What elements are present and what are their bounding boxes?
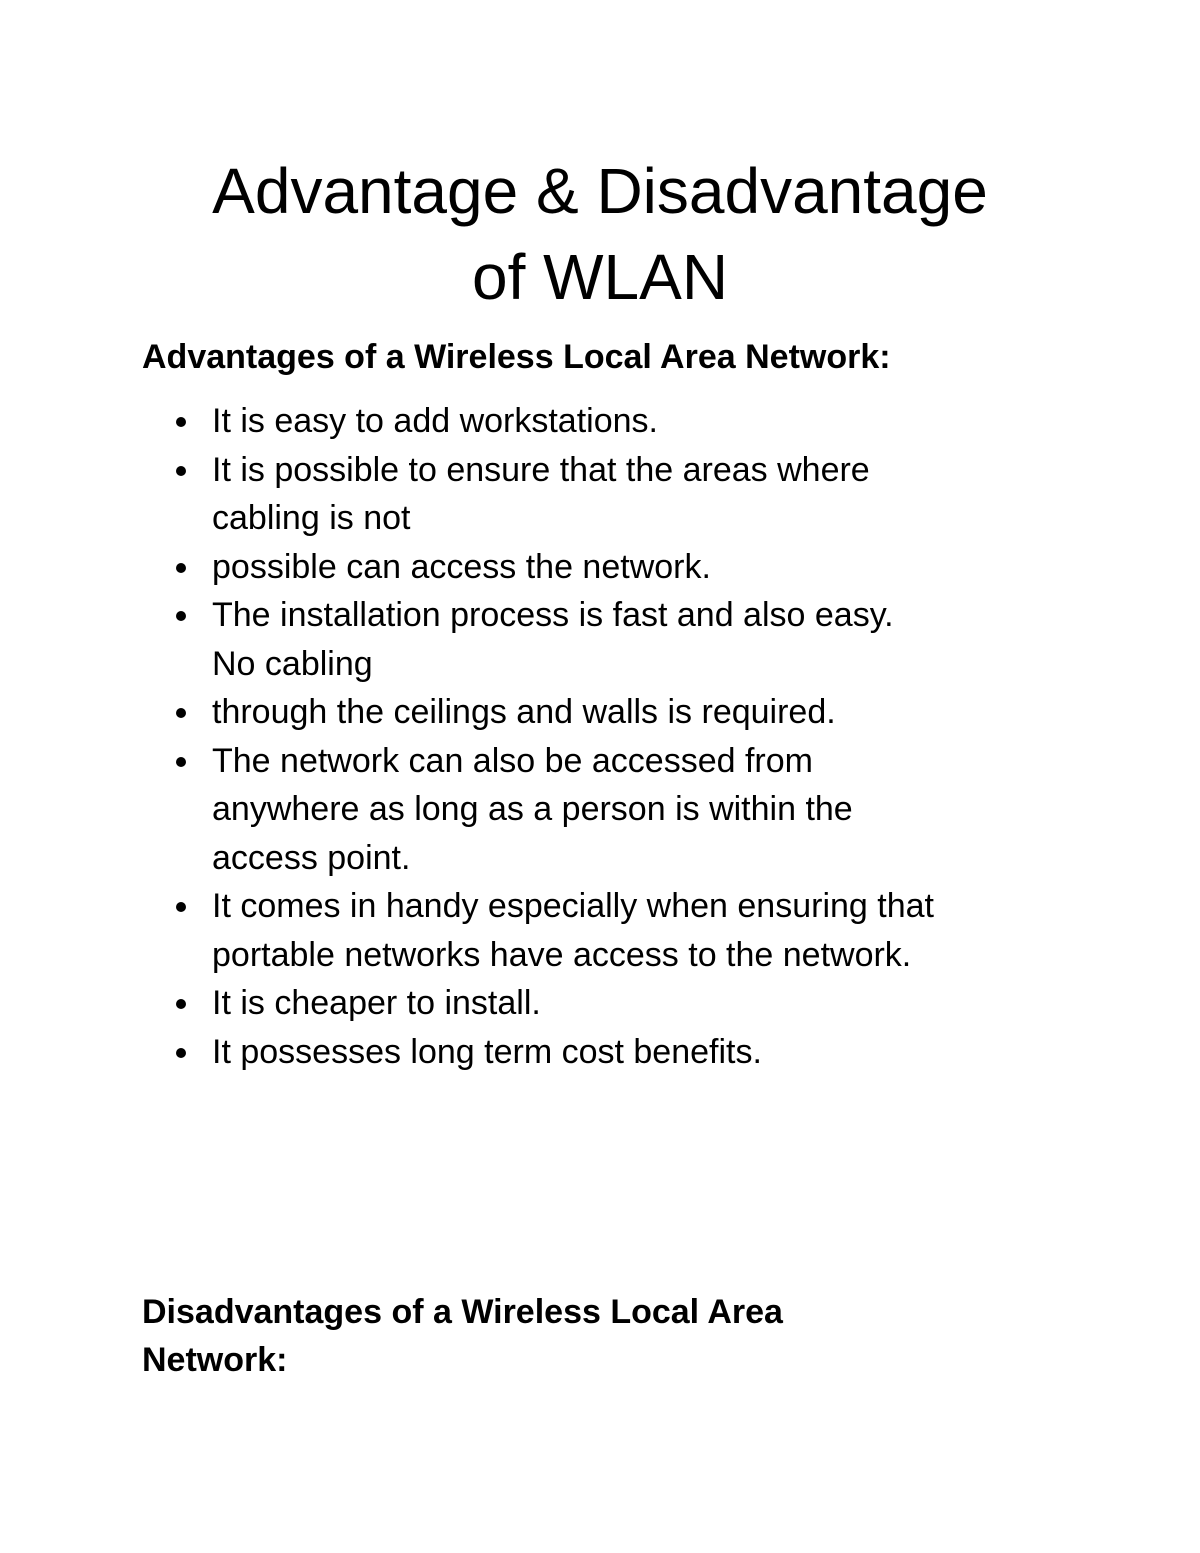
- bullet-icon: [176, 999, 186, 1009]
- page-title-line-2: of WLAN: [471, 241, 729, 313]
- list-item-text: cabling is not: [212, 499, 411, 537]
- advantages-heading: Advantages of a Wireless Local Area Network:: [142, 338, 891, 376]
- disadvantages-heading-line-1: Disadvantages of a Wireless Local Area: [142, 1293, 783, 1331]
- list-item-text: anywhere as long as a person is within the: [212, 790, 853, 828]
- page-title: [0, 148, 1200, 320]
- list-item-text: It is cheaper to install.: [212, 984, 541, 1022]
- list-item-text: The installation process is fast and also easy.: [212, 596, 894, 634]
- bullet-icon: [176, 563, 186, 573]
- bullet-icon: [176, 417, 186, 427]
- list-item-text: It is easy to add workstations.: [212, 402, 658, 440]
- list-item: [0, 591, 1062, 688]
- disadvantages-heading-line-2: Network:: [142, 1341, 288, 1379]
- page-title-line-1: Advantage & Disadvantage: [212, 155, 988, 227]
- list-item-text: It comes in handy especially when ensuring that: [212, 887, 934, 925]
- list-item: [0, 397, 1062, 446]
- disadvantages-heading: [142, 1288, 962, 1384]
- list-item: [0, 446, 1062, 543]
- list-item-text: possible can access the network.: [212, 547, 711, 586]
- list-item: [0, 1028, 1062, 1077]
- bullet-icon: [176, 757, 186, 767]
- bullet-icon: [176, 611, 186, 621]
- list-item-text: portable networks have access to the network.: [212, 935, 912, 974]
- list-item: [0, 882, 1062, 979]
- list-item-text: access point.: [212, 838, 411, 877]
- bullet-icon: [176, 1048, 186, 1058]
- list-item: [0, 737, 1062, 883]
- list-item: [0, 543, 1062, 592]
- bullet-icon: [176, 466, 186, 476]
- bullet-icon: [176, 902, 186, 912]
- list-item-text: It possesses long term cost benefits.: [212, 1032, 762, 1071]
- list-item-text: No cabling: [212, 644, 373, 683]
- bullet-icon: [176, 708, 186, 718]
- list-item-text: It is possible to ensure that the areas where: [212, 450, 870, 489]
- list-item: [0, 979, 1062, 1028]
- advantages-list: [0, 397, 1200, 1076]
- list-item: [0, 688, 1062, 737]
- list-item-text: The network can also be accessed from: [212, 741, 813, 780]
- list-item-text: through the ceilings and walls is required.: [212, 693, 836, 731]
